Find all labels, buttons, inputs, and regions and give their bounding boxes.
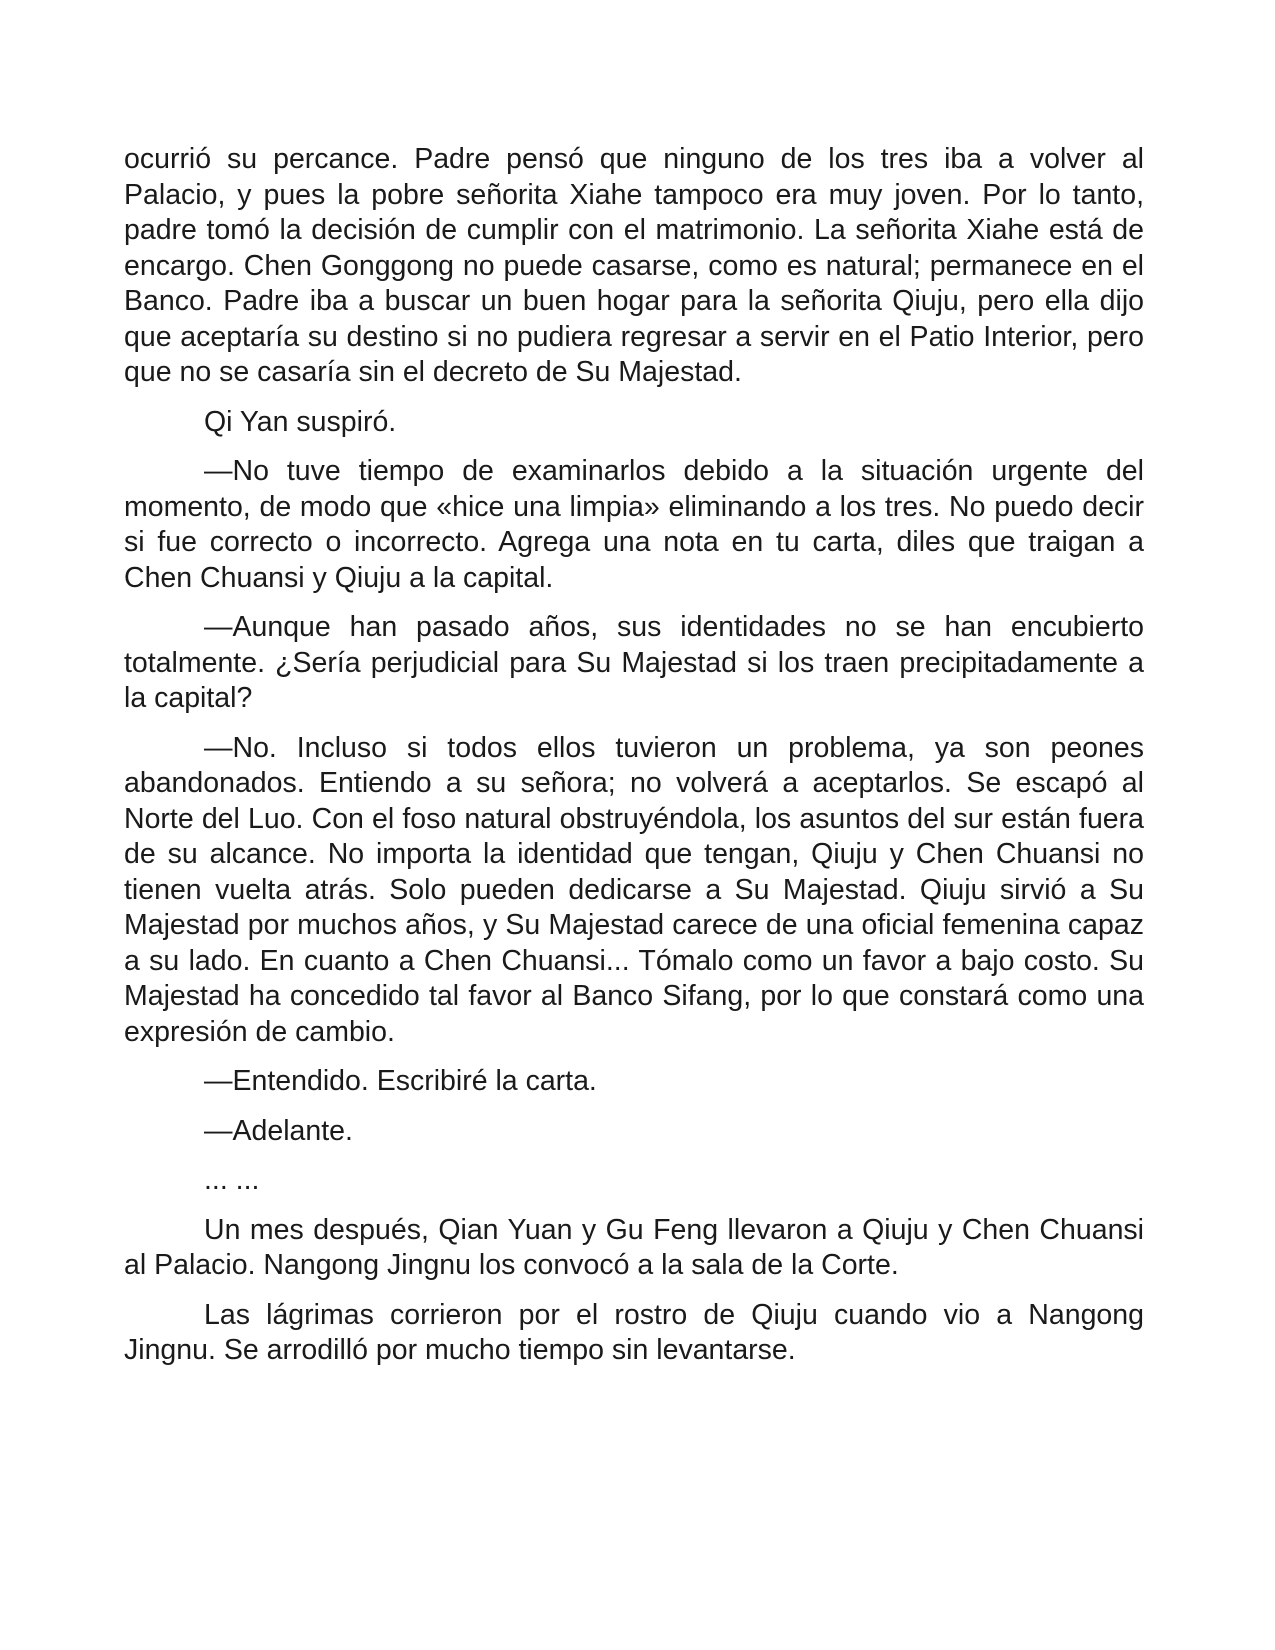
paragraph-4: —Aunque han pasado años, sus identidades no se han encubierto totalmente. ¿Sería perjudicial para Su Majestad si los traen precipitadamente a la capital? [124,611,1144,714]
paragraph-7: —Adelante. [204,1114,353,1147]
paragraph-6: —Entendido. Escribiré la carta. [204,1065,597,1097]
paragraph-3: —No tuve tiempo de examinarlos debido a la situación urgente del momento, de modo que «hice una limpia» eliminando a los tres. No puedo decir si fue correcto o incorrecto. Agrega una nota en tu carta, diles que traigan a Chen Chuansi y Qiuju a la capital. [124,455,1144,594]
paragraph-5: —No. Incluso si todos ellos tuvieron un problema, ya son peones abandonados. Entiendo a su señora; no volverá a aceptarlos. Se escapó al Norte del Luo. Con el foso natural obstruyéndola, los asuntos del sur están fuera de su alcance. No importa la identidad que tengan, Qiuju y Chen Chuansi no tienen vuelta atrás. Solo pueden dedicarse a Su Majestad. Qiuju sirvió a Su Majestad por muchos años, y Su Majestad carece de una oficial femenina capaz a su lado. En cuanto a Chen Chuansi... Tómalo como un favor a bajo costo. Su Majestad ha concedido tal favor al Banco Sifang, por lo que constará como una expresión de cambio. [124,731,1144,1048]
paragraph-2: Qi Yan suspiró. [204,405,397,438]
paragraph-1: ocurrió su percance. Padre pensó que ninguno de los tres iba a volver al Palacio, y pues la pobre señorita Xiahe tampoco era muy joven. Por lo tanto, padre tomó la decisión de cumplir con el matrimonio. La señorita Xiahe está de encargo. Chen Gonggong no puede casarse, como es natural; permanece en el Banco. Padre iba a buscar un buen hogar para la señorita Qiuju, pero ella dijo que aceptaría su destino si no pudiera regresar a servir en el Patio Interior, pero que no se casaría sin el decreto de Su Majestad. [124,143,1144,388]
scene-break: ... ... [204,1164,260,1196]
document-page [124,142,1144,1383]
paragraph-9: Las lágrimas corrieron por el rostro de Qiuju cuando vio a Nangong Jingnu. Se arrodilló por mucho tiempo sin levantarse. [124,1298,1144,1366]
paragraph-8: Un mes después, Qian Yuan y Gu Feng llevaron a Qiuju y Chen Chuansi al Palacio. Nangong Jingnu los convocó a la sala de la Corte. [124,1213,1144,1281]
